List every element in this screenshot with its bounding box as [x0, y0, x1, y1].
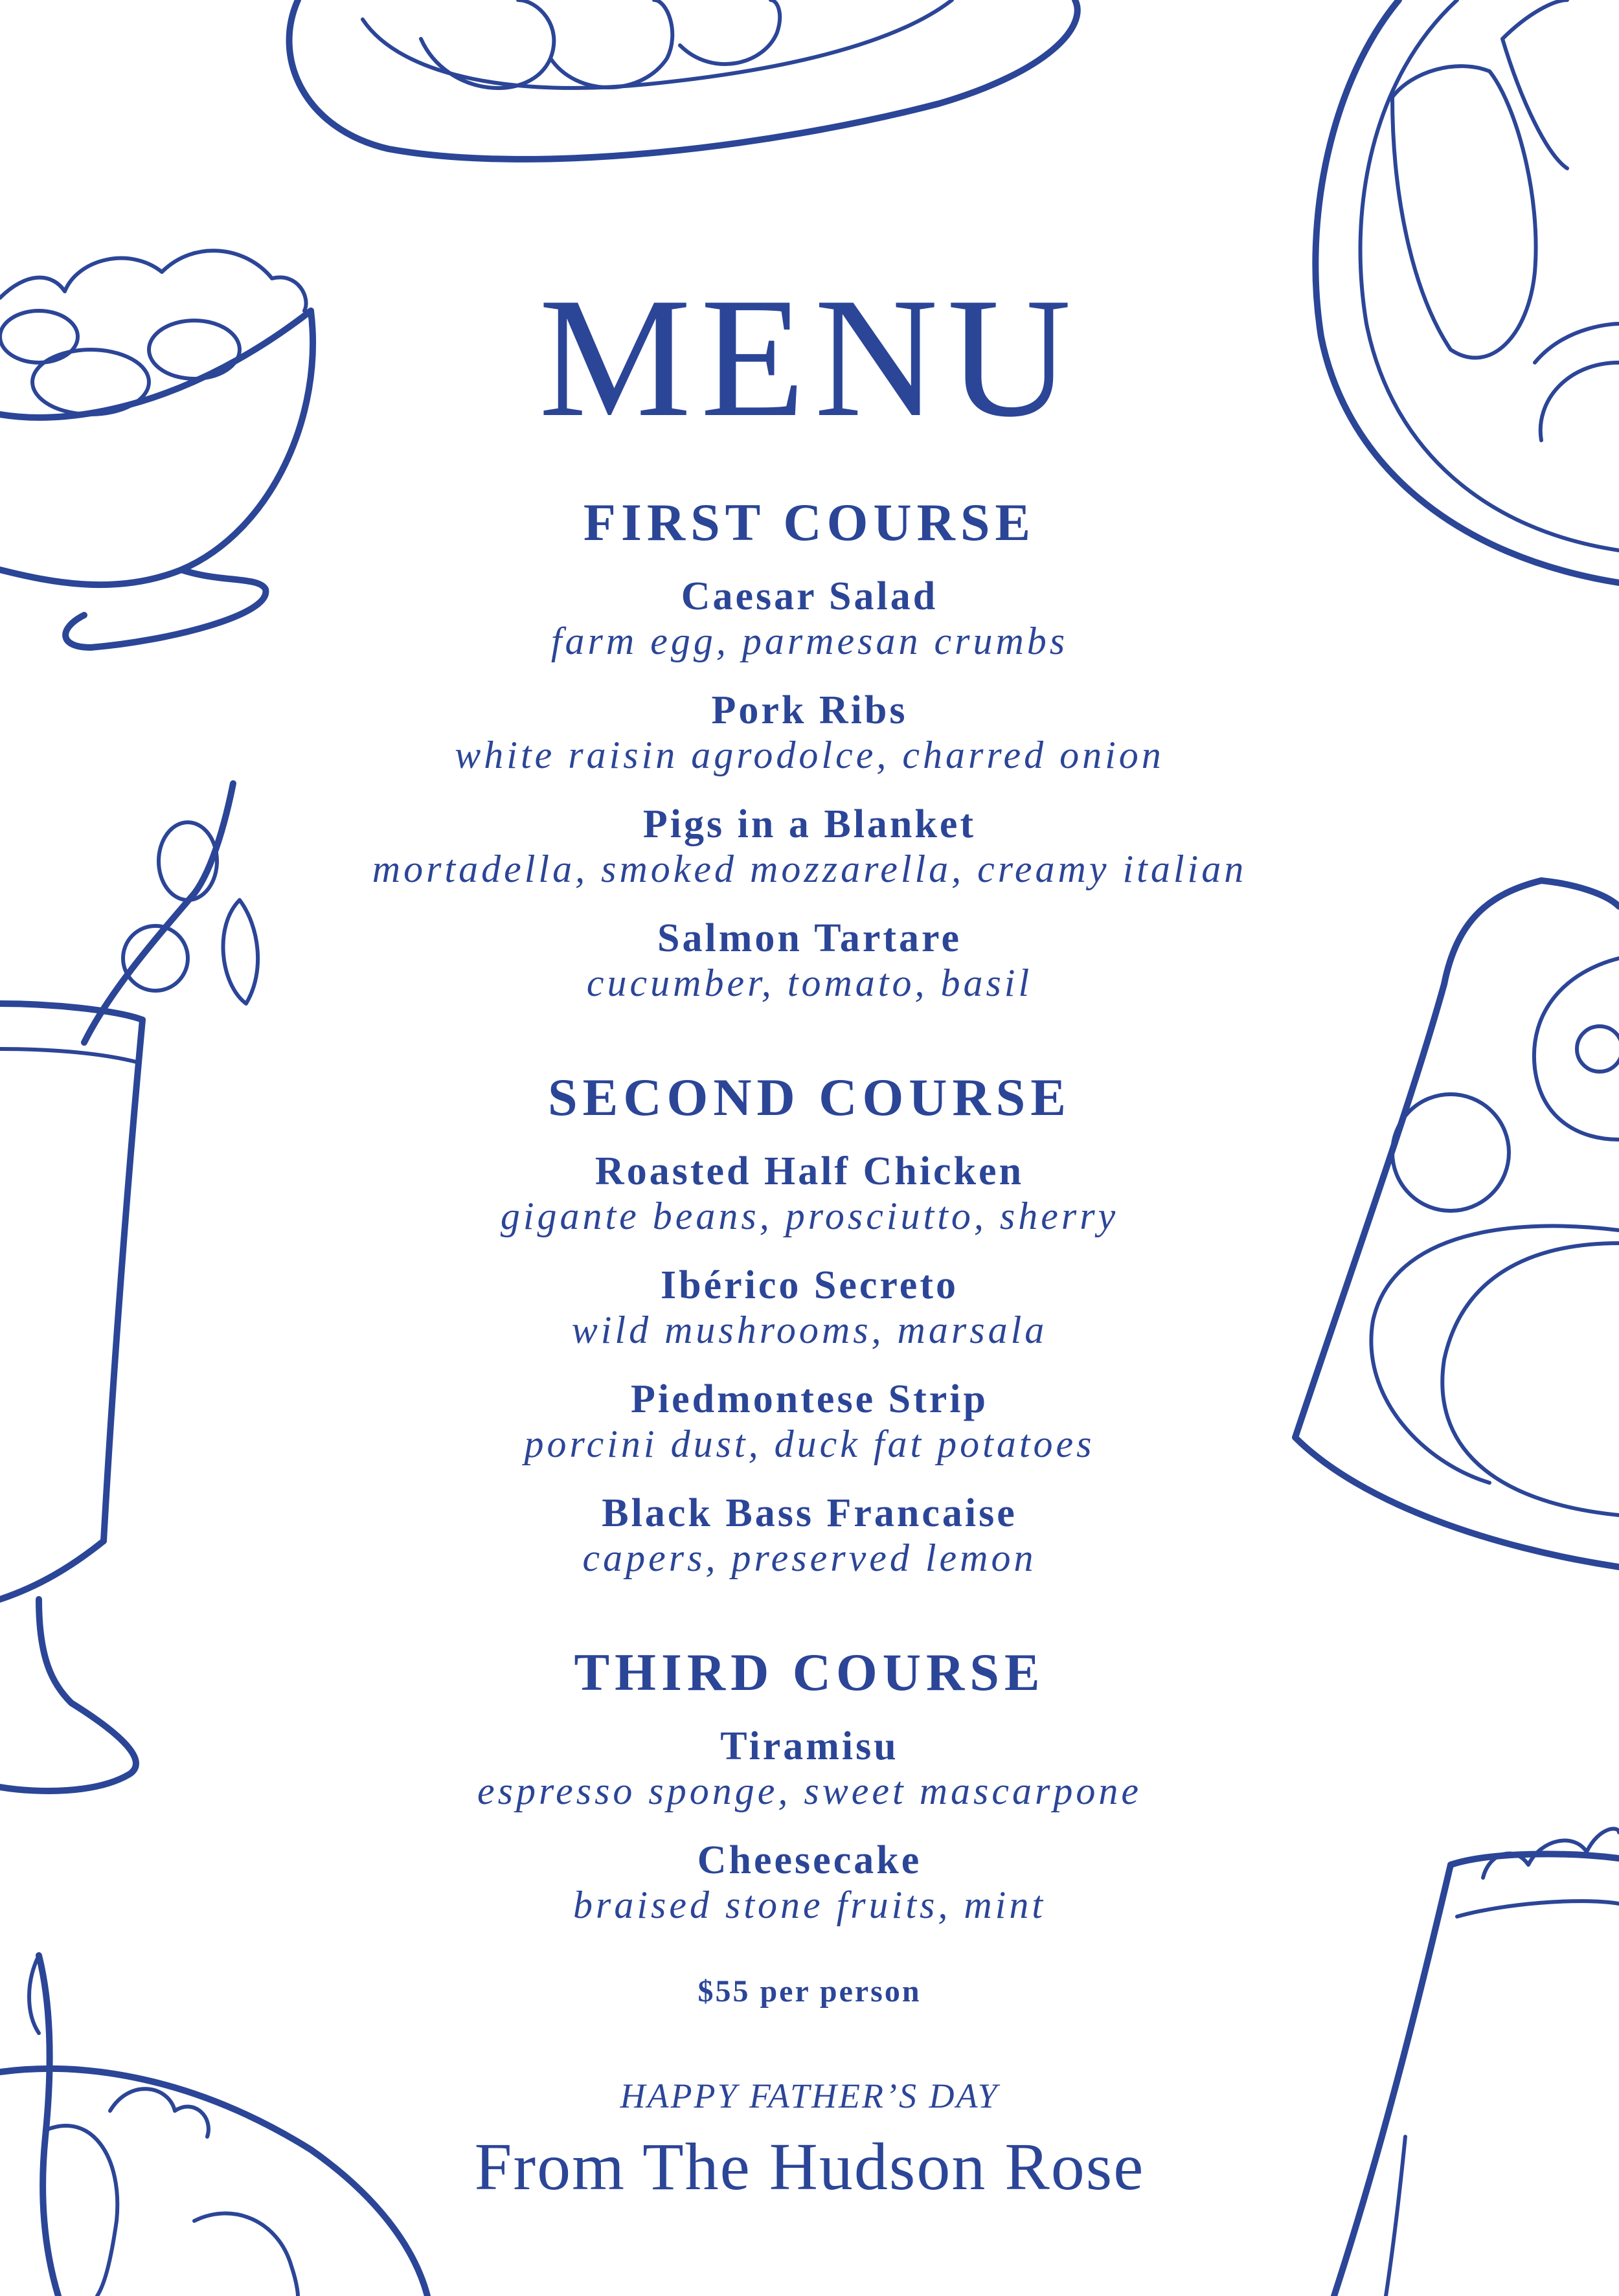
- course-heading-third: THIRD COURSE: [574, 1643, 1045, 1702]
- bread-plate-icon: [289, 0, 1078, 159]
- dish-name: Roasted Half Chicken: [594, 1149, 1025, 1193]
- dish-name: Black Bass Francaise: [602, 1491, 1017, 1535]
- dish-name: Caesar Salad: [681, 574, 938, 618]
- tagline: HAPPY FATHER’S DAY: [620, 2077, 999, 2115]
- dish-name: Pork Ribs: [711, 688, 908, 732]
- dish-name: Ibérico Secreto: [661, 1263, 958, 1307]
- cocktail-glass-icon: [0, 783, 258, 1791]
- dish-name: Salmon Tartare: [657, 916, 962, 960]
- course-heading-first: FIRST COURSE: [583, 493, 1036, 552]
- dish-name: Piedmontese Strip: [631, 1377, 988, 1421]
- toast-plate-icon: [1315, 0, 1619, 583]
- restaurant-signature: From The Hudson Rose: [474, 2130, 1145, 2204]
- dish-description: porcini dust, duck fat potatoes: [524, 1423, 1095, 1465]
- dish-description: mortadella, smoked mozzarella, creamy italian: [372, 848, 1247, 890]
- dish-name: Cheesecake: [697, 1838, 922, 1882]
- price-text: $55 per person: [697, 1974, 922, 2009]
- dish-description: braised stone fruits, mint: [572, 1884, 1047, 1926]
- dish-name: Tiramisu: [720, 1724, 899, 1768]
- salad-bowl-icon: [0, 251, 313, 647]
- dish-description: gigante beans, prosciutto, sherry: [500, 1195, 1119, 1237]
- dish-name: Pigs in a Blanket: [642, 802, 977, 846]
- dish-description: farm egg, parmesan crumbs: [550, 620, 1069, 662]
- dish-description: capers, preserved lemon: [582, 1536, 1037, 1579]
- dish-description: cucumber, tomato, basil: [586, 962, 1033, 1004]
- bruschetta-board-icon: [1295, 881, 1619, 1567]
- dish-description: white raisin agrodolce, charred onion: [455, 734, 1164, 776]
- dish-description: espresso sponge, sweet mascarpone: [477, 1770, 1142, 1812]
- dish-description: wild mushrooms, marsala: [571, 1309, 1048, 1351]
- course-heading-second: SECOND COURSE: [548, 1068, 1071, 1127]
- dessert-cup-icon: [1334, 1829, 1619, 2296]
- menu-title: MENU: [538, 263, 1081, 453]
